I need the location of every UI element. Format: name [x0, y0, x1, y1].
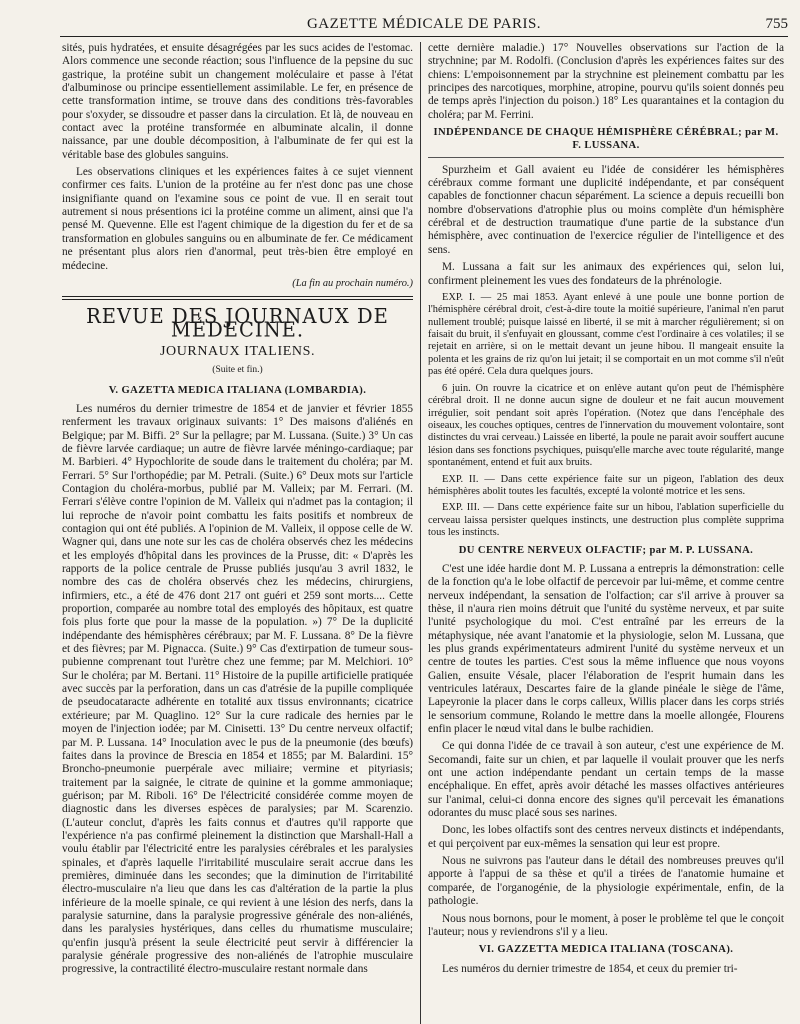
paragraph: M. Lussana a fait sur les animaux des expériences qui, selon lui, confirment pleinement les vues des fondateurs de la phrénologie.	[428, 261, 784, 287]
experiment-paragraph: EXP. I. — 25 mai 1853. Ayant enlevé à une poule une bonne portion de l'hémisphère cérébral droit, c'est-à-dire toute la moitié supérieure, l'animal n'en parut nullement troublé; puisque laissé en liberté, il se mit à marcher régulièrement; si on faisait du bruit, il s'enfuyait en gloussant, comme c'est l'ordinaire à ces volatiles; il se rejetait en arrière, si on le mettait devant un jeune hibou. Il mangeait ensuite la polenta et les grains de riz qu'on lui jetait; il se comportait en un mot comme s'il n'eût pas été opéré. Cela dura quelques jours.	[428, 291, 784, 378]
section-heading: VI. GAZZETTA MEDICA ITALIANA (TOSCANA).	[478, 944, 734, 956]
left-column	[62, 42, 413, 1024]
paragraph: Nous ne suivrons pas l'auteur dans le détail des nombreuses preuves qu'il apporte à l'appui de sa thèse et qu'il a tirées de l'anatomie humaine et comparée, de l'organogénie, de la physiologie expérimentale, enfin, de la pathologie.	[428, 855, 784, 908]
right-column	[428, 42, 784, 1024]
section-divider	[62, 296, 413, 300]
paragraph: Spurzheim et Gall avaient eu l'idée de considérer les hémisphères cérébraux comme formant une duplicité indépendante, et par conséquent capables de fonctionner chacun séparément. La science a depuis recueilli bon nombre d'observations d'atrophie plus ou moins complète d'un hémisphère cérébral et de destruction traumatique d'une partie de la substance d'un hémisphère, avec continuation de l'exercice régulier de l'intelligence et des sens.	[428, 163, 784, 256]
paragraph: Les numéros du dernier trimestre de 1854, et ceux du premier tri-	[442, 962, 738, 975]
paragraph: sités, puis hydratées, et ensuite désagrégées par les sucs acides de l'estomac. Alors commence une seconde réaction; sous l'influence de la pepsine du suc gastrique, la protéine subit un changement moléculaire et passe à l'état d'albuminose ou principe essentiellement assimilable. Le fer, en présence de cette transformation intime, se trouve dans des conditions très-favorables pour s'oxyder, se dissoudre et passer dans la circulation. Et là, de nouveau en contact avec la protéine transformée en albuminate alcalin, il donne naissance, par une double décomposition, à l'albuminate de fer qui est la véritable base des globules sanguins.	[62, 42, 413, 161]
page-number: 755	[765, 16, 788, 32]
paragraph: cette dernière maladie.) 17° Nouvelles observations sur l'action de la strychnine; par M. Rodolfi. (Conclusion d'après les expériences faites sur des chiens: L'empoisonnement par la strychnine est pleinement combattu par les principes des narcotiques, morphine, atropine, pourvu qu'ils soient donnés peu de temps après l'injection du poison.) 18° Les quarantaines et la contagion du choléra; par M. Ferrini.	[428, 42, 784, 121]
experiment-paragraph: EXP. III. — Dans cette expérience faite sur un hibou, l'ablation superficielle du cerveau laissa persister quelques instincts, une destruction plus complète supprima tous les instincts.	[428, 502, 784, 539]
column-rule	[420, 42, 421, 1024]
paragraph: Nous nous bornons, pour le moment, à poser le problème tel que le conçoit l'auteur; nous y reviendrons s'il y a lieu.	[428, 912, 784, 938]
paragraph: Les observations cliniques et les expériences faites à ce sujet viennent confirmer ces faits. L'union de la protéine au fer n'est donc pas une chose insignifiante quand on l'examine sous ce point de vue. Il en serait tout autrement si nous présentions ici la protéine comme un aliment, ainsi que l'a pensé M. Quevenne. Elle est l'agent chimique de la digestion du fer et de sa transformation en globules sanguins ou en albuminate de fer. Ce médicament ne présentant plus alors rien d'anormal, peut très-bien être employé en médecine.	[62, 166, 413, 272]
paragraph: C'est une idée hardie dont M. P. Lussana a entrepris la démonstration: celle de la fonction qu'a le lobe olfactif de percevoir par lui-même, et comme centre nerveux indépendant, la sensation de l'olfaction; car s'il arrive à prouver sa thèse, il n'aura rien moins détruit que l'unité du système nerveux, et par suite l'unité psychologique du moi. C'est entraîné par les erreurs de la métaphysique, née avant l'anatomie et la physiologie, selon M. Lussana, que les plus grands expérimentateurs admirent l'unité du système nerveux et un centre de toutes les parties. C'est sous la même influence que nous voyons Galien, ensuite Vésale, placer l'élaboration de l'esprit humain dans les ventricules latéraux, Descartes faire de la glande pinéale le siège de l'âme, Lapeyronie la placer dans le corps calleux, Willis placer dans les corps striés le sensorium commune, Rolando le mettre dans la moelle allongée, Flourens enfin placer le nœud vital dans le bulbe rachidien.	[428, 562, 784, 736]
experiment-paragraph: 6 juin. On rouvre la cicatrice et on enlève autant qu'on peut de l'hémisphère cérébral droit. Il ne donne aucun signe de douleur et ne fait aucun mouvement irrégulier, soit pendant soit après l'opération. (Notez que dans l'encéphale des oiseaux, les couches optiques, centres de l'innervation du mouvement volontaire, sont distinctes du vrai cerveau.) Laissée en liberté, la poule ne parait avoir souffert aucune lésion dans ses fonctions psychiques, puisqu'elle marche avec toute régularité, mange spontanément, entend et fuit aux bruits.	[428, 382, 784, 469]
paragraph: Donc, les lobes olfactifs sont des centres nerveux distincts et indépendants, et qui perçoivent par eux-mêmes la sensation qui leur est propre.	[428, 824, 784, 850]
experiment-paragraph: EXP. II. — Dans cette expérience faite sur un pigeon, l'ablation des deux hémisphères abolit toutes les facultés, excepté la volonté motrice et les sens.	[428, 473, 784, 497]
paragraph: Ce qui donna l'idée de ce travail à son auteur, c'est une expérience de M. Secomandi, faite sur un chien, et par laquelle il voulait prouver que les nerfs ont une action indépendante pendant un certain temps de la masse encéphalique. En effet, après avoir détaché les masses olfactives antérieures sur l'animal, celui-ci donna encore des signes qu'il percevait les émanations odorantes du musc placé sous ses narines.	[428, 740, 784, 820]
section-heading: DU CENTRE NERVEUX OLFACTIF; par M. P. LUSSANA.	[458, 544, 754, 556]
paragraph: Les numéros du dernier trimestre de 1854 et de janvier et février 1855 renferment les travaux originaux suivants: 1° Des maisons d'aliénés en Belgique; par M. Biffi. 2° Sur la pellagre; par M. Lussana. (Suite.) 3° Un cas de fièvre larvée cardiaque; un autre de fièvre larvée méningo-cardiaque; par M. Barbieri. 4° Hypochlorite de soude dans le traitement du choléra; par M. Ferrari. 5° Sur l'orthopédie; par M. Petrali. (Suite.) 6° Deux mots sur l'article Contagion du choléra-morbus, publié par M. Valleix; par M. Ferrari. (M. Ferrari s'élève contre l'opinion de M. Valleix qui n'admet pas la contagion; il lui reproche de n'avoir point combattu les faits positifs et nombreux de contagion qui ont été publiés. A l'opinion de M. Valleix, il oppose celle de W. Wagner qui, dans une note sur les cas de choléra observés chez les médecins et les employés d'hôpital dans les provinces de la Prusse, dit: « D'après les rapports de la police centrale de Prusse publiés jusqu'au 3 avril 1832, le nombre des cas de choléra observés chez les médecins, chirurgiens, infirmiers, etc., a été de 476 dont 217 ont guéri et 259 sont morts.... Cette proportion, comparée au nombre total des employés des hôpitaux, est quatre fois plus forte que pour la masse de la population. ») 7° De la duplicité indépendante des hémisphères cérébraux; par M. F. Lussana. 8° De la fièvre et des fièvres; par M. Pignacca. (Suite.) 9° Cas d'extirpation de tumeur sous-pubienne comprenant tout l'urètre chez une femme; par M. Melchiori. 10° Sur le choléra; par M. Bertani. 11° Histoire de la pupille artificielle pratiquée avec succès par la perforation, dans un cas d'atrésie de la pupille compliquée de pseudocataracte adhérente en totalité aux tissus environnants; cicatrice extérieure; par M. Quaglino. 12° Sur la cure radicale des hernies par le moyen de l'injection iodée; par M. Cinisetti. 13° Du centre nerveux olfactif; par M. P. Lussana. 14° Inoculation avec le pus de la pneumonie (des bœufs) faites dans la province de Brescia en 1854 et 1855; par M. Balardini. 15° Broncho-pneumonie puerpérale avec miliaire; vermine et pityriasis; traitement par la saignée, le citrate de quinine et la gomme ammoniaque; guérison; par M. Riboli. 16° De l'électricité considérée comme moyen de diagnostic dans les diverses espèces de paralysies; par M. Scarenzio. (L'auteur conclut, d'après les faits connus et d'autres qu'il rapporte que l'expérience n'a pas confirmé pleinement la distinction que Marshall-Hall a voulu établir par l'électricité entre les paralysies cérébrales et les paralysies spinales, et d'après laquelle l'irritabilité musculaire serait accrue dans les premières, diminuée dans les secondes; que la diminution de l'irritabilité électro-musculaire n'a lieu que dans les cas d'altération de la partie la plus inférieure de la moelle spinale, ce qui revient à une lésion des nerfs, dans la paralysie saturnine, dans la paralysie progressive générale des non-aliénés, dans les paralysies hystériques, dans celles du rhumatisme musculaire; qu'enfin jusqu'à présent la seule électricité peut servir à différencier la paralysie générale progressive des non-aliénés de l'atrophie musculaire progressive, la contractilité électro-musculaire restant normale dans	[62, 402, 413, 976]
journaux-subheading: JOURNAUX ITALIENS.	[159, 343, 316, 359]
section-heading: V. GAZETTA MEDICA ITALIANA (LOMBARDIA).	[108, 384, 367, 396]
section-heading: INDÉPENDANCE DE CHAQUE HÉMISPHÈRE CÉRÉBRAL; par M. F. LUSSANA.	[428, 126, 784, 158]
revue-heading: REVUE DES JOURNAUX DE MÉDECINE.	[86, 304, 389, 343]
suite-note: (Suite et fin.)	[212, 365, 263, 376]
running-header	[60, 14, 788, 37]
journal-title: GAZETTE MÉDICALE DE PARIS.	[306, 16, 542, 32]
continuation-note: (La fin au prochain numéro.)	[292, 277, 413, 289]
